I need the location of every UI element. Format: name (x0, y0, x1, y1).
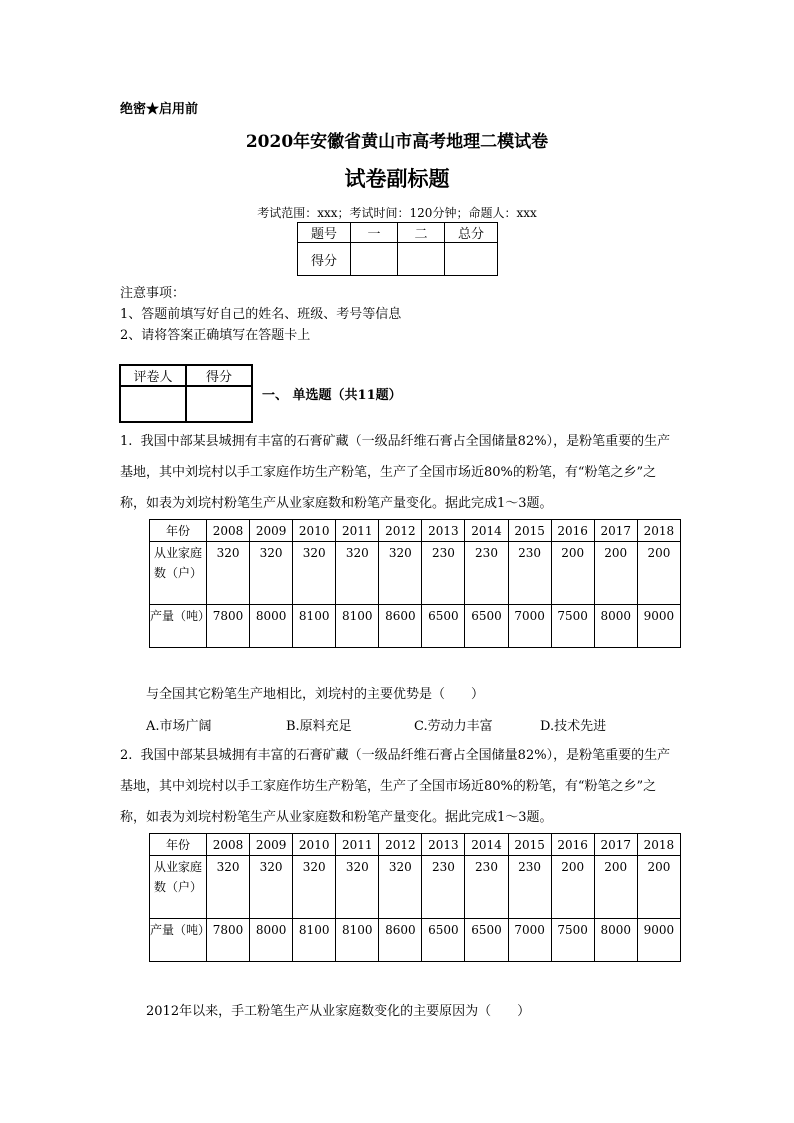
year-cell: 2013 (422, 834, 465, 856)
year-cell: 2008 (207, 834, 250, 856)
year-cell: 2009 (250, 834, 293, 856)
households-cell: 200 (551, 542, 594, 605)
output-cell: 8000 (594, 605, 637, 648)
score-header-total: 总分 (445, 223, 498, 243)
year-cell: 2018 (637, 834, 680, 856)
households-cell: 230 (422, 542, 465, 605)
exam-info: 考试范围：xxx；考试时间：120分钟；命题人：xxx (257, 206, 537, 220)
option-b[interactable]: B.原料充足 (286, 719, 352, 734)
data-table-1 (149, 519, 681, 648)
households-cell: 320 (250, 542, 293, 605)
households-cell: 320 (336, 856, 379, 919)
year-cell: 2015 (508, 834, 551, 856)
year-cell: 2014 (465, 520, 508, 542)
question-1-stem: 与全国其它粉笔生产地相比，刘垸村的主要优势是（ ） (146, 687, 485, 702)
grader-header: 评卷人 (120, 365, 186, 386)
output-cell: 7500 (551, 605, 594, 648)
year-cell: 2016 (551, 834, 594, 856)
output-cell: 7800 (207, 605, 250, 648)
output-label: 产量（吨） (150, 605, 207, 648)
year-cell: 2010 (293, 834, 336, 856)
households-cell: 320 (207, 856, 250, 919)
notes (120, 283, 401, 346)
output-cell: 7000 (508, 919, 551, 962)
households-cell: 320 (293, 542, 336, 605)
year-cell: 2018 (637, 520, 680, 542)
households-cell: 320 (379, 856, 422, 919)
households-cell: 230 (465, 542, 508, 605)
score-header-number: 题号 (298, 223, 351, 243)
table-row (150, 856, 681, 919)
output-cell: 6500 (465, 919, 508, 962)
households-cell: 230 (422, 856, 465, 919)
output-cell: 8100 (336, 919, 379, 962)
year-cell: 2009 (250, 520, 293, 542)
year-label: 年份 (150, 834, 207, 856)
notes-item: 1、答题前填写好自己的姓名、班级、考号等信息 (120, 307, 402, 322)
score-cell (351, 243, 398, 276)
option-a[interactable]: A.市场广阔 (146, 719, 212, 734)
output-cell: 8100 (293, 919, 336, 962)
notes-heading: 注意事项： (120, 286, 186, 301)
table-row (150, 520, 681, 542)
year-cell: 2011 (336, 834, 379, 856)
section-title: 一、 单选题（共11题） (262, 388, 402, 403)
year-cell: 2013 (422, 520, 465, 542)
grader-score-header: 得分 (186, 365, 252, 386)
output-cell: 8000 (250, 605, 293, 648)
households-cell: 200 (594, 856, 637, 919)
question-body: 我国中部某县城拥有丰富的石膏矿藏（一级品纤维石膏占全国储量82%），是粉笔重要的生产基地，其中刘垸村以手工家庭作坊生产粉笔，生产了全国市场近80%的粉笔，有“粉笔之乡”之称，如表为刘垸村粉笔生产从业家庭数和粉笔产量变化。据此完成1～3题。 (120, 748, 671, 825)
year-label: 年份 (150, 520, 207, 542)
output-cell: 6500 (422, 605, 465, 648)
option-c[interactable]: C.劳动力丰富 (414, 719, 493, 734)
score-cell (445, 243, 498, 276)
output-cell: 8000 (250, 919, 293, 962)
score-header-part1: 一 (351, 223, 398, 243)
question-2-stem: 2012年以来，手工粉笔生产从业家庭数变化的主要原因为（ ） (146, 1004, 531, 1019)
year-cell: 2012 (379, 520, 422, 542)
page-title: 2020年安徽省黄山市高考地理二模试卷 (245, 132, 549, 152)
year-cell: 2014 (465, 834, 508, 856)
year-cell: 2017 (594, 520, 637, 542)
households-cell: 230 (508, 542, 551, 605)
households-cell: 320 (207, 542, 250, 605)
output-cell: 8600 (379, 605, 422, 648)
households-cell: 320 (336, 542, 379, 605)
households-cell: 320 (379, 542, 422, 605)
output-cell: 8600 (379, 919, 422, 962)
households-label: 从业家庭数（户） (150, 856, 207, 919)
households-cell: 320 (293, 856, 336, 919)
output-cell: 8100 (336, 605, 379, 648)
grader-table (119, 364, 253, 423)
output-cell: 7800 (207, 919, 250, 962)
year-cell: 2008 (207, 520, 250, 542)
question-number: 1. (120, 434, 133, 449)
households-cell: 320 (250, 856, 293, 919)
question-number: 2. (120, 748, 133, 763)
table-row (150, 542, 681, 605)
grader-score-cell (186, 386, 252, 422)
question-1-text (120, 426, 676, 519)
output-cell: 7500 (551, 919, 594, 962)
year-cell: 2010 (293, 520, 336, 542)
households-cell: 230 (465, 856, 508, 919)
question-2-text (120, 740, 676, 833)
notes-item: 2、请将答案正确填写在答题卡上 (120, 328, 311, 343)
output-cell: 6500 (465, 605, 508, 648)
score-cell (398, 243, 445, 276)
grader-cell (120, 386, 186, 422)
households-cell: 200 (594, 542, 637, 605)
option-d[interactable]: D.技术先进 (540, 719, 607, 734)
output-cell: 7000 (508, 605, 551, 648)
households-cell: 200 (637, 856, 680, 919)
question-body: 我国中部某县城拥有丰富的石膏矿藏（一级品纤维石膏占全国储量82%），是粉笔重要的生产基地，其中刘垸村以手工家庭作坊生产粉笔，生产了全国市场近80%的粉笔，有“粉笔之乡”之称，如表为刘垸村粉笔生产从业家庭数和粉笔产量变化。据此完成1～3题。 (120, 434, 671, 511)
households-cell: 230 (508, 856, 551, 919)
score-header-part2: 二 (398, 223, 445, 243)
year-cell: 2012 (379, 834, 422, 856)
output-cell: 9000 (637, 919, 680, 962)
households-cell: 200 (637, 542, 680, 605)
question-1-options (146, 715, 606, 734)
year-cell: 2011 (336, 520, 379, 542)
output-cell: 8100 (293, 605, 336, 648)
table-row (150, 919, 681, 962)
table-row (150, 605, 681, 648)
table-row (150, 834, 681, 856)
output-label: 产量（吨） (150, 919, 207, 962)
year-cell: 2015 (508, 520, 551, 542)
households-cell: 200 (551, 856, 594, 919)
output-cell: 6500 (422, 919, 465, 962)
households-label: 从业家庭数（户） (150, 542, 207, 605)
score-table (297, 222, 498, 276)
data-table-2 (149, 833, 681, 962)
year-cell: 2017 (594, 834, 637, 856)
page-subtitle: 试卷副标题 (344, 166, 450, 191)
output-cell: 8000 (594, 919, 637, 962)
year-cell: 2016 (551, 520, 594, 542)
secret-label: 绝密★启用前 (120, 102, 199, 117)
output-cell: 9000 (637, 605, 680, 648)
score-row-label: 得分 (298, 243, 351, 276)
